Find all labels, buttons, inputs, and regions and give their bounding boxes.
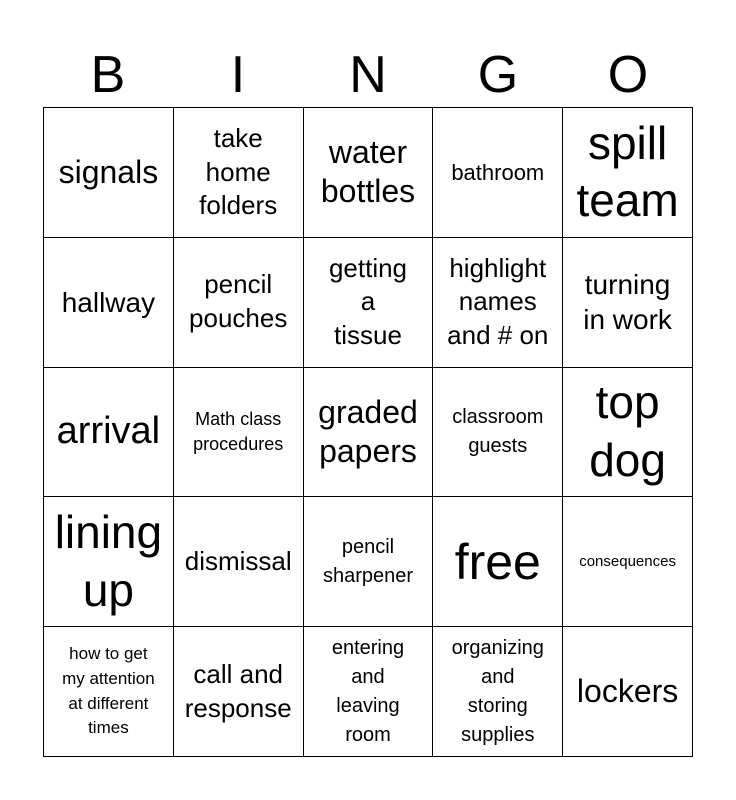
bingo-cell[interactable] — [44, 368, 174, 498]
cell-text: entering and leaving room — [331, 636, 405, 746]
bingo-cell[interactable] — [433, 368, 563, 498]
bingo-cell[interactable] — [563, 238, 693, 368]
bingo-cell[interactable] — [174, 368, 304, 498]
cell-text: organizing and storing supplies — [451, 636, 544, 746]
cell-text: getting a tissue — [328, 252, 408, 351]
bingo-cell[interactable] — [433, 238, 563, 368]
cell-text: pencil pouches — [189, 269, 288, 334]
cell-text: signals — [58, 153, 159, 190]
bingo-header — [43, 42, 693, 108]
cell-text: dismissal — [184, 545, 292, 576]
bingo-cell free-space[interactable] — [433, 497, 563, 627]
bingo-cell[interactable] — [433, 108, 563, 238]
bingo-cell[interactable] — [174, 238, 304, 368]
cell-text: arrival — [56, 410, 161, 453]
bingo-cell[interactable] — [563, 497, 693, 627]
cell-text: take home folders — [199, 122, 278, 221]
cell-text: graded papers — [318, 393, 418, 469]
header-letter-b: B — [90, 46, 126, 104]
bingo-cell[interactable] — [44, 497, 174, 627]
cell-text: call and response — [184, 658, 292, 723]
cell-text: free — [454, 533, 541, 590]
cell-text: hallway — [61, 286, 156, 318]
bingo-cell[interactable] — [304, 497, 434, 627]
cell-text: top dog — [589, 376, 666, 486]
cell-text: highlight names and # on — [447, 252, 549, 351]
bingo-cell[interactable] — [174, 627, 304, 757]
header-letter-i: I — [230, 46, 246, 104]
cell-text: spill team — [576, 116, 679, 227]
cell-text: turning in work — [583, 269, 672, 336]
bingo-cell[interactable] — [44, 627, 174, 757]
header-letter-g: G — [477, 46, 519, 104]
cell-text: Math class procedures — [193, 408, 284, 454]
bingo-cell[interactable] — [433, 627, 563, 757]
bingo-cell[interactable] — [174, 497, 304, 627]
cell-text: classroom guests — [452, 405, 544, 457]
cell-text: how to get my attention at different times — [62, 644, 155, 738]
header-letter-o: O — [607, 46, 649, 104]
bingo-cell[interactable] — [304, 368, 434, 498]
bingo-cell[interactable] — [304, 238, 434, 368]
bingo-cell[interactable] — [563, 368, 693, 498]
bingo-cell[interactable] — [563, 627, 693, 757]
cell-text: lining up — [54, 506, 163, 616]
bingo-cell[interactable] — [304, 627, 434, 757]
bingo-cell[interactable] — [44, 108, 174, 238]
cell-text: water bottles — [320, 134, 416, 210]
cell-text: consequences — [579, 553, 676, 571]
bingo-cell[interactable] — [304, 108, 434, 238]
bingo-cell[interactable] — [563, 108, 693, 238]
bingo-cell[interactable] — [44, 238, 174, 368]
header-letter-n: N — [349, 46, 387, 104]
bingo-board — [43, 107, 693, 757]
bingo-cell[interactable] — [174, 108, 304, 238]
cell-text: pencil sharpener — [322, 535, 414, 587]
cell-text: bathroom — [451, 159, 545, 185]
cell-text: lockers — [576, 673, 679, 710]
